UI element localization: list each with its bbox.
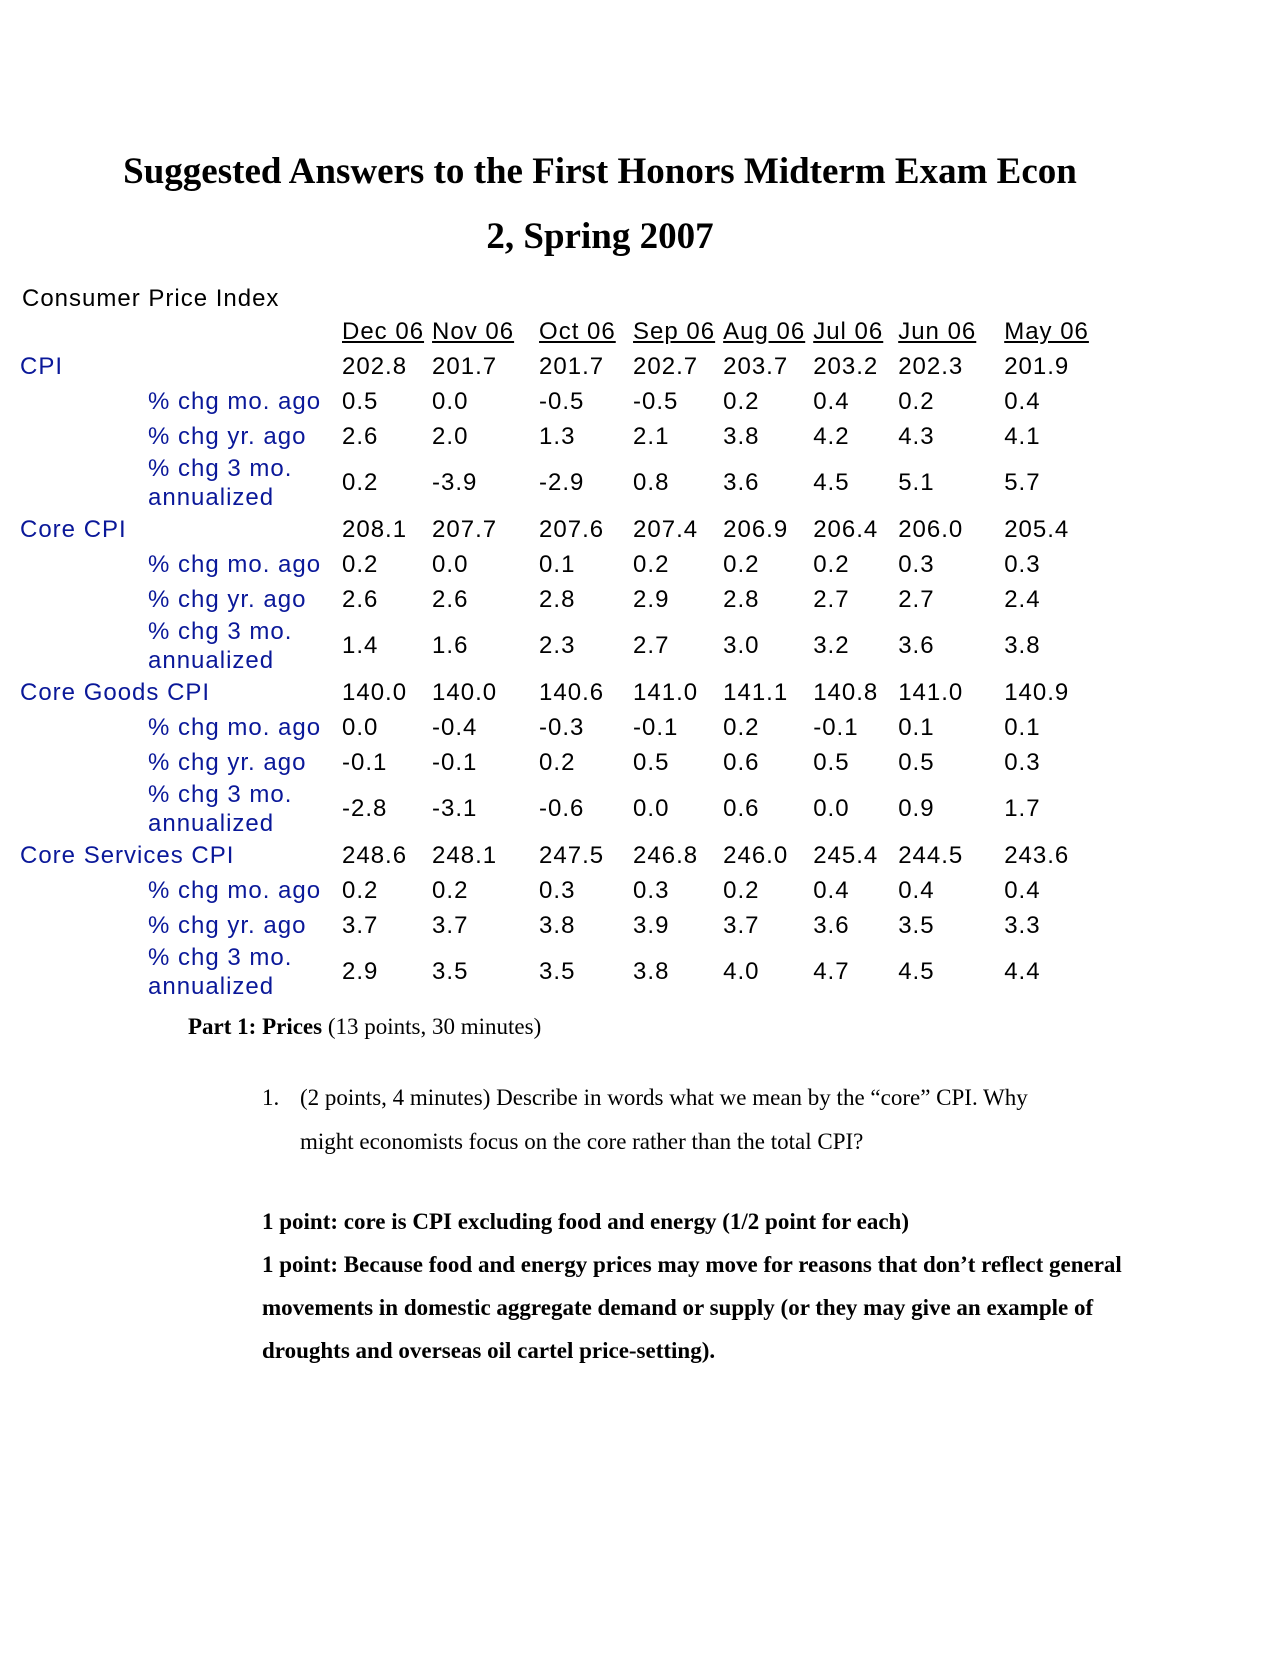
table-cell: 0.9: [898, 795, 935, 822]
table-row: [16, 943, 1096, 1001]
table-cell: 247.5: [539, 841, 605, 869]
table-cell: 1.7: [1004, 795, 1041, 822]
table-cell: 245.4: [813, 841, 879, 869]
table-cell: 3.7: [432, 911, 469, 939]
table-cell: 141.0: [898, 678, 964, 706]
document-title-line-1: Suggested Answers to the First Honors Midterm Exam Econ: [123, 151, 1077, 192]
table-cell: 206.4: [813, 515, 879, 543]
table-cell: 140.0: [342, 678, 408, 706]
table-cell: 1.3: [539, 422, 576, 450]
table-cell: 3.5: [898, 911, 935, 939]
table-cell: -3.1: [432, 795, 478, 822]
table-cell: 0.1: [898, 713, 935, 741]
table-cell: 0.2: [633, 550, 670, 578]
table-row: [16, 780, 1096, 838]
table-cell: 248.1: [432, 841, 498, 869]
table-cell: 3.5: [539, 958, 576, 985]
table-cell: 3.6: [723, 469, 760, 496]
table-cell: 4.3: [898, 422, 935, 450]
row-label: % chg mo. ago: [148, 714, 322, 741]
row-label: % chg mo. ago: [148, 388, 322, 415]
table-cell: 1.6: [432, 632, 469, 659]
table-cell: 3.3: [1004, 911, 1041, 939]
row-label-line-1: % chg 3 mo.: [148, 455, 293, 482]
table-row: [16, 617, 1096, 675]
table-cell: 3.0: [723, 632, 760, 659]
table-cell: 3.8: [539, 911, 576, 939]
table-cell: 0.2: [898, 387, 935, 415]
table-cell: 4.2: [813, 422, 850, 450]
table-cell: 0.2: [723, 387, 760, 415]
table-cell: 0.3: [1004, 550, 1041, 578]
table-cell: 140.8: [813, 678, 879, 706]
table-cell: -0.4: [432, 713, 478, 741]
table-cell: 3.9: [633, 911, 670, 939]
table-cell: 2.4: [1004, 585, 1041, 613]
column-header: Aug 06: [723, 317, 806, 345]
table-cell: 3.8: [1004, 632, 1041, 659]
table-cell: 246.8: [633, 841, 699, 869]
part-1-label: Part 1: Prices: [188, 1014, 323, 1039]
table-cell: -0.1: [813, 713, 859, 741]
table-row: [16, 349, 1096, 384]
part-1-heading: [188, 1012, 541, 1042]
table-cell: 0.2: [432, 876, 469, 904]
row-label-line-2: annualized: [148, 647, 275, 674]
table-cell: 0.3: [539, 876, 576, 904]
series-label: CPI: [20, 352, 64, 380]
row-label-line-1: % chg 3 mo.: [148, 944, 293, 971]
column-header-row: [16, 314, 1096, 349]
series-label: Core Goods CPI: [20, 678, 211, 706]
question-number: 1.: [262, 1085, 280, 1110]
table-row: [16, 454, 1096, 512]
row-label: % chg yr. ago: [148, 749, 307, 776]
table-cell: 207.6: [539, 515, 605, 543]
table-cell: -2.9: [539, 469, 585, 496]
table-cell: 0.2: [723, 876, 760, 904]
table-cell: 3.2: [813, 632, 850, 659]
table-cell: 4.4: [1004, 958, 1041, 985]
table-cell: -0.1: [432, 748, 478, 776]
row-label: % chg yr. ago: [148, 586, 307, 613]
table-cell: 243.6: [1004, 841, 1070, 869]
table-cell: 4.0: [723, 958, 760, 985]
table-cell: 203.2: [813, 352, 879, 380]
table-cell: 141.0: [633, 678, 699, 706]
table-cell: 202.7: [633, 352, 699, 380]
row-label-line-2: annualized: [148, 810, 275, 837]
column-header: Nov 06: [432, 317, 515, 345]
table-cell: 208.1: [342, 515, 408, 543]
table-cell: 207.7: [432, 515, 498, 543]
table-cell: 3.6: [898, 632, 935, 659]
row-label: % chg mo. ago: [148, 551, 322, 578]
table-cell: 0.8: [633, 469, 670, 496]
table-row: [16, 838, 1096, 873]
column-header: Jun 06: [898, 317, 977, 345]
row-label: [16, 617, 338, 675]
table-cell: 0.3: [898, 550, 935, 578]
column-header: Sep 06: [633, 317, 716, 345]
table-cell: 2.3: [539, 632, 576, 659]
column-header: Jul 06: [813, 317, 884, 345]
table-cell: 202.3: [898, 352, 964, 380]
table-heading: Consumer Price Index: [22, 285, 280, 312]
table-cell: 2.0: [432, 422, 469, 450]
table-cell: 0.0: [432, 387, 469, 415]
row-label-line-1: % chg 3 mo.: [148, 781, 293, 808]
table-cell: 0.2: [723, 550, 760, 578]
table-cell: 246.0: [723, 841, 789, 869]
table-cell: 0.1: [539, 550, 576, 578]
table-cell: 0.5: [898, 748, 935, 776]
row-label: % chg yr. ago: [148, 912, 307, 939]
table-cell: 2.7: [633, 632, 670, 659]
table-cell: 140.6: [539, 678, 605, 706]
table-cell: -0.5: [633, 387, 679, 415]
table-row: [16, 384, 1096, 419]
table-cell: 0.2: [813, 550, 850, 578]
table-row: [16, 512, 1096, 547]
table-cell: 4.5: [898, 958, 935, 985]
table-row: [16, 419, 1096, 454]
table-cell: 3.6: [813, 911, 850, 939]
table-cell: 2.9: [342, 958, 379, 985]
table-cell: 0.4: [813, 876, 850, 904]
row-label: % chg mo. ago: [148, 877, 322, 904]
row-label-line-2: annualized: [148, 973, 275, 1000]
table-cell: 0.2: [342, 469, 379, 496]
row-label-line-1: % chg 3 mo.: [148, 618, 293, 645]
table-cell: 0.2: [539, 748, 576, 776]
table-cell: 3.8: [633, 958, 670, 985]
table-cell: 244.5: [898, 841, 964, 869]
table-cell: -0.3: [539, 713, 585, 741]
table-cell: 206.9: [723, 515, 789, 543]
table-cell: 5.7: [1004, 469, 1041, 496]
table-cell: 0.2: [342, 876, 379, 904]
row-label: [16, 454, 338, 512]
table-cell: 207.4: [633, 515, 699, 543]
table-row: [16, 710, 1096, 745]
part-1-detail: (13 points, 30 minutes): [322, 1014, 542, 1039]
table-row: [16, 873, 1096, 908]
table-cell: 141.1: [723, 678, 789, 706]
question-text: (2 points, 4 minutes) Describe in words what we mean by the “core” CPI. Why might economists focus on the core rather than the total CPI?: [300, 1085, 1028, 1154]
table-cell: 3.7: [723, 911, 760, 939]
series-label: Core Services CPI: [20, 841, 235, 869]
table-cell: 0.6: [723, 748, 760, 776]
table-cell: 0.4: [1004, 876, 1041, 904]
series-label: Core CPI: [20, 515, 127, 543]
table-cell: 4.7: [813, 958, 850, 985]
column-header: Dec 06: [342, 317, 425, 345]
table-cell: 2.9: [633, 585, 670, 613]
table-cell: 206.0: [898, 515, 964, 543]
table-cell: -0.1: [633, 713, 679, 741]
cpi-table: [16, 314, 1096, 1001]
table-cell: 140.9: [1004, 678, 1070, 706]
table-cell: -0.5: [539, 387, 585, 415]
table-cell: 140.0: [432, 678, 498, 706]
table-cell: 0.3: [1004, 748, 1041, 776]
row-label-line-2: annualized: [148, 484, 275, 511]
table-cell: 2.6: [342, 585, 379, 613]
column-header: Oct 06: [539, 317, 616, 345]
header-spacer: [16, 314, 338, 349]
table-cell: 0.5: [342, 387, 379, 415]
table-cell: 0.1: [1004, 713, 1041, 741]
table-cell: 1.4: [342, 632, 379, 659]
table-row: [16, 745, 1096, 780]
table-cell: 2.6: [432, 585, 469, 613]
column-header: May 06: [1004, 317, 1089, 345]
table-cell: 201.7: [432, 352, 498, 380]
table-cell: 0.0: [813, 795, 850, 822]
table-cell: 2.8: [723, 585, 760, 613]
table-cell: 0.5: [633, 748, 670, 776]
table-cell: 2.1: [633, 422, 670, 450]
table-cell: 0.6: [723, 795, 760, 822]
table-cell: 0.4: [813, 387, 850, 415]
table-cell: 0.2: [342, 550, 379, 578]
row-label: [16, 780, 338, 838]
answer-line-2: 1 point: Because food and energy prices may move for reasons that don’t reflect general movements in domestic aggregate demand or supply (or they may give an example of droughts and overseas oil cartel price-setting).: [262, 1252, 1122, 1363]
table-cell: 0.4: [898, 876, 935, 904]
table-cell: 3.8: [723, 422, 760, 450]
table-cell: 201.7: [539, 352, 605, 380]
answer-line-1: 1 point: core is CPI excluding food and energy (1/2 point for each): [262, 1209, 909, 1234]
table-cell: 248.6: [342, 841, 408, 869]
table-cell: -0.1: [342, 748, 388, 776]
row-label: [16, 943, 338, 1001]
table-cell: 2.7: [813, 585, 850, 613]
table-cell: 0.3: [633, 876, 670, 904]
table-cell: 0.0: [633, 795, 670, 822]
table-cell: 4.5: [813, 469, 850, 496]
table-cell: 202.8: [342, 352, 408, 380]
answer-block: [262, 1200, 1132, 1372]
table-row: [16, 675, 1096, 710]
table-cell: 3.7: [342, 911, 379, 939]
table-cell: -2.8: [342, 795, 388, 822]
table-cell: 0.0: [342, 713, 379, 741]
table-cell: 0.5: [813, 748, 850, 776]
table-cell: -3.9: [432, 469, 478, 496]
document-title-line-2: 2, Spring 2007: [486, 216, 714, 257]
row-label: % chg yr. ago: [148, 423, 307, 450]
table-cell: 4.1: [1004, 422, 1041, 450]
table-cell: 0.4: [1004, 387, 1041, 415]
table-cell: 201.9: [1004, 352, 1070, 380]
table-row: [16, 547, 1096, 582]
table-cell: 2.6: [342, 422, 379, 450]
table-cell: 203.7: [723, 352, 789, 380]
table-cell: 205.4: [1004, 515, 1070, 543]
table-cell: 0.0: [432, 550, 469, 578]
table-cell: 2.7: [898, 585, 935, 613]
table-cell: 0.2: [723, 713, 760, 741]
table-cell: -0.6: [539, 795, 585, 822]
table-cell: 5.1: [898, 469, 935, 496]
table-row: [16, 582, 1096, 617]
table-cell: 3.5: [432, 958, 469, 985]
table-row: [16, 908, 1096, 943]
table-cell: 2.8: [539, 585, 576, 613]
